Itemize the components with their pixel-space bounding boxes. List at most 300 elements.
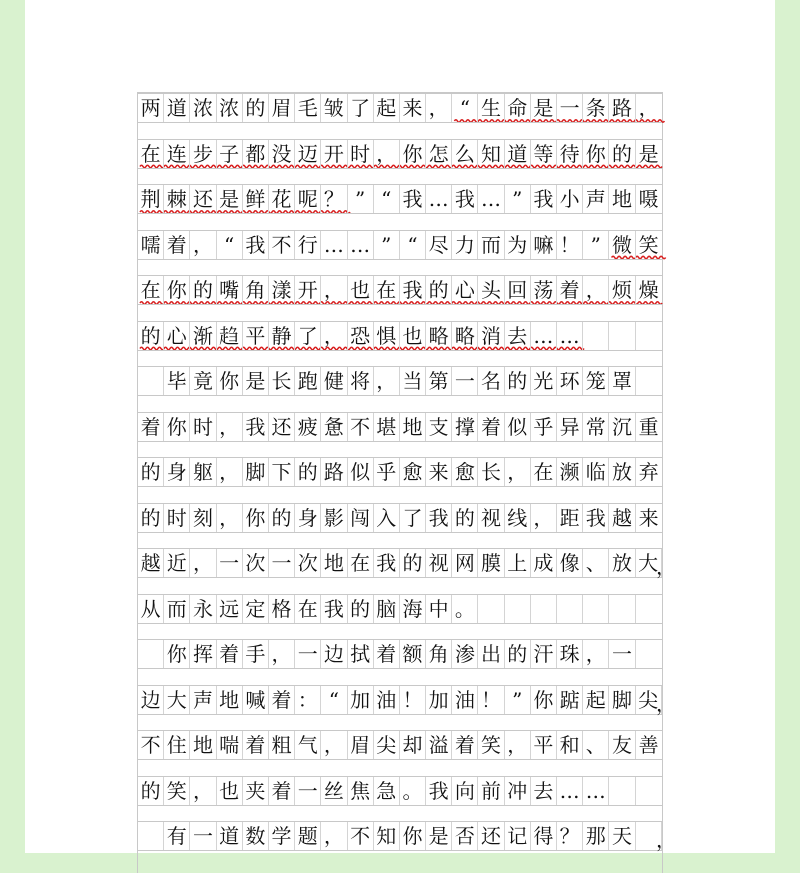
text-line [138,730,662,760]
grid-cell: 是 [426,822,452,850]
grid-cell: 撑 [452,413,478,441]
grid-cell: 乎 [374,458,400,486]
grid-cell: 你 [164,276,190,304]
grid-cell: 在 [374,276,400,304]
grid-cell: 条 [583,94,609,122]
grid-cell: 是 [217,185,243,213]
text-line [138,776,662,806]
grid-cell: 定 [243,595,269,623]
grid-cell: 而 [478,231,504,259]
grid-cell: 你 [243,504,269,532]
grid-cell: ， [583,640,609,668]
grid-cell: ？ [321,185,347,213]
grid-cell: 冲 [505,777,531,805]
grid-cell: 一 [217,549,243,577]
grid-cell: 像 [557,549,583,577]
grid-cell: 是 [531,94,557,122]
grid-cell: 步 [190,140,216,168]
grid-cell [609,595,635,623]
text-line [138,184,662,214]
grid-cell: 急 [374,777,400,805]
grid-cell: ， [374,140,400,168]
grid-cell: 的 [243,94,269,122]
grid-cell: 尽 [426,231,452,259]
grid-cell: 一 [609,640,635,668]
grid-cell [557,595,583,623]
text-line [138,275,662,305]
grid-cell: 我 [400,185,426,213]
grid-cell: 脚 [243,458,269,486]
grid-cell: 友 [609,731,635,759]
grid-cell: 嘴 [217,276,243,304]
grid-cell: 着 [452,731,478,759]
grid-cell: 着 [164,231,190,259]
grid-cell [636,595,662,623]
grid-cell: 住 [164,731,190,759]
grid-cell: 笑 [478,731,504,759]
grid-cell [138,640,164,668]
grid-cell: 烦 [609,276,635,304]
grid-cell: 了 [295,322,321,350]
grid-cell: ！ [557,231,583,259]
grid-cell: 消 [478,322,504,350]
grid-cell: 知 [374,822,400,850]
grid-cell: ！ [400,686,426,714]
grid-cell: 连 [164,140,190,168]
grid-cell: ” [505,185,531,213]
grid-cell: 是 [638,141,659,166]
grid-cell: 是 [243,367,269,395]
grid-cell: 却 [400,731,426,759]
grid-cell: ” [374,231,400,259]
grid-cell: 加 [348,686,374,714]
grid-cell: 道 [505,140,531,168]
grid-cell: 你 [164,640,190,668]
grid-cell: 的 [138,458,164,486]
grid-cell: 膜 [478,549,504,577]
grid-cell: 来 [638,505,659,530]
text-line [138,139,662,169]
grid-cell: 嚅 [138,231,164,259]
grid-cell: “ [321,686,347,714]
grid-cell: 了 [400,504,426,532]
text-line [138,412,662,442]
grid-cell: 。 [452,595,478,623]
grid-cell: 路 [609,94,635,122]
grid-cell: 你 [531,686,557,714]
grid-cell: 路 [321,458,347,486]
grid-cell: 起 [583,686,609,714]
grid-cell: 闯 [348,504,374,532]
grid-cell: 入 [374,504,400,532]
grid-cell: 我 [531,185,557,213]
grid-cell: 的 [138,322,164,350]
grid-cell: 待 [557,140,583,168]
grid-cell: 弃 [638,460,659,484]
grid-cell: 汗 [531,640,557,668]
grid-cell: 当 [400,367,426,395]
grid-cell: 和 [557,731,583,759]
grid-cell: ？ [557,822,583,850]
grid-cell: 将 [348,367,374,395]
grid-cell: 的 [190,276,216,304]
grid-cell: ” [583,231,609,259]
grid-cell: 边 [138,686,164,714]
grid-cell: 鲜 [243,185,269,213]
grid-cell: 道 [217,822,243,850]
grid-cell: 得 [531,822,557,850]
grid-cell: 的 [269,504,295,532]
grid-cell: 地 [400,413,426,441]
grid-cell: 一 [295,640,321,668]
margin-punctuation: ， [656,828,676,852]
grid-cell: ， [321,731,347,759]
grid-cell: 也 [217,777,243,805]
grid-cell [138,367,164,395]
grid-cell: 一 [452,367,478,395]
grid-cell: 、 [583,549,609,577]
grid-cell: 力 [452,231,478,259]
grid-cell: 还 [190,185,216,213]
grid-cell: ， [217,504,243,532]
grid-cell: 平 [243,322,269,350]
grid-cell: ” [348,185,374,213]
grid-cell: ， [321,822,347,850]
grid-cell: 大 [164,686,190,714]
grid-cell: 远 [217,595,243,623]
text-line [138,685,676,716]
grid-cell: 着 [269,777,295,805]
grid-cell: 在 [531,458,557,486]
grid-cell: 惧 [374,322,400,350]
grid-cell: 眉 [348,731,374,759]
grid-cell: 着 [138,413,164,441]
grid-cell: 惫 [321,413,347,441]
grid-cell: ， [190,549,216,577]
grid-cell: “ [400,231,426,259]
grid-cell: 堪 [374,413,400,441]
grid-cell: 次 [295,549,321,577]
grid-cell: 额 [400,640,426,668]
grid-cell: 生 [478,94,504,122]
grid-cell: 天 [609,822,635,850]
grid-cell: 名 [478,367,504,395]
grid-cell: 放 [609,549,635,577]
grid-cell: 边 [321,640,347,668]
grid-cell [636,322,662,350]
grid-cell: 着 [557,276,583,304]
grid-cell: ， [638,96,659,120]
grid-cell: 的 [505,640,531,668]
grid-cell: 角 [243,276,269,304]
grid-cell: 我 [321,595,347,623]
grid-cell: 身 [164,458,190,486]
grid-cell: ， [190,777,216,805]
grid-cell: ， [269,640,295,668]
grid-cell: 气 [295,731,321,759]
grid-cell [531,595,557,623]
grid-cell: 毕 [164,367,190,395]
grid-cell: 小 [557,185,583,213]
grid-cell: 着 [243,731,269,759]
grid-cell: ， [321,322,347,350]
grid-cell: 静 [269,322,295,350]
grid-cell: 等 [531,140,557,168]
grid-cell: 健 [321,367,347,395]
grid-cell: 着 [478,413,504,441]
grid-cell: 格 [269,595,295,623]
grid-cell: 我 [243,231,269,259]
grid-cell: 着 [269,686,295,714]
grid-cell [609,322,635,350]
grid-cell: 地 [609,185,635,213]
grid-cell: 平 [531,731,557,759]
grid-cell: 着 [374,640,400,668]
grid-cell: 疲 [295,413,321,441]
grid-cell: 着 [217,640,243,668]
grid-cell: 地 [190,731,216,759]
grid-cell: 拭 [348,640,374,668]
grid-cell: 不 [269,231,295,259]
grid-cell: 否 [452,822,478,850]
grid-cell: 愈 [400,458,426,486]
grid-cell: … [583,777,609,805]
grid-cell: 的 [138,504,164,532]
text-line [138,93,662,123]
grid-cell: 出 [478,640,504,668]
grid-cell [138,822,164,850]
grid-cell: … [557,777,583,805]
grid-cell: 行 [295,231,321,259]
grid-cell: 我 [452,185,478,213]
grid-cell: 一 [295,777,321,805]
grid-cell: 声 [583,185,609,213]
grid-cell: 我 [243,413,269,441]
grid-cell: 丝 [321,777,347,805]
grid-cell: 时 [164,504,190,532]
grid-cell: 在 [348,549,374,577]
grid-cell: 心 [452,276,478,304]
grid-cell: 命 [505,94,531,122]
grid-cell: 角 [426,640,452,668]
grid-cell: ， [426,94,452,122]
grid-cell: 地 [321,549,347,577]
grid-cell: 一 [269,549,295,577]
grid-cell: 你 [400,140,426,168]
grid-cell: 皱 [321,94,347,122]
grid-cell: 越 [138,549,164,577]
grid-cell [478,595,504,623]
grid-cell: 喊 [243,686,269,714]
grid-cell [505,595,531,623]
grid-cell: 声 [190,686,216,714]
grid-cell: 呢 [295,185,321,213]
grid-cell: 沉 [609,413,635,441]
text-line [138,321,662,351]
grid-cell: 喘 [217,731,243,759]
grid-cell: 溢 [426,731,452,759]
grid-cell: 罩 [609,367,635,395]
grid-cell: ， [531,504,557,532]
text-line [138,639,662,669]
grid-cell: 网 [452,549,478,577]
grid-cell [636,640,662,668]
grid-cell: 上 [505,549,531,577]
grid-cell: 次 [243,549,269,577]
grid-cell [636,367,662,395]
grid-cell: 视 [426,549,452,577]
grid-cell: … [426,185,452,213]
grid-cell: 来 [426,458,452,486]
grid-cell: 回 [505,276,531,304]
grid-cell: 躯 [190,458,216,486]
grid-cell [583,595,609,623]
grid-cell: 似 [505,413,531,441]
text-line [138,821,676,852]
grid-cell: 重 [638,414,659,439]
grid-cell: “ [217,231,243,259]
grid-cell: 燥 [638,278,659,302]
grid-cell: 粗 [269,731,295,759]
grid-cell: 尖 [636,686,662,714]
grid-cell: 常 [583,413,609,441]
grid-cell: 环 [557,367,583,395]
grid-cell: … [531,322,557,350]
grid-cell: ， [374,367,400,395]
grid-cell: 永 [190,595,216,623]
grid-cell: ” [505,686,531,714]
grid-cell: 数 [243,822,269,850]
grid-cell: 乎 [531,413,557,441]
grid-cell: 一 [557,94,583,122]
grid-cell: … [557,322,583,350]
grid-cell: 长 [269,367,295,395]
grid-cell: 那 [583,822,609,850]
grid-cell: ， [321,276,347,304]
grid-cell: 笑 [638,232,659,257]
grid-cell: 子 [217,140,243,168]
grid-cell: ： [295,686,321,714]
grid-cell: 趋 [217,322,243,350]
grid-cell: 线 [505,504,531,532]
margin-punctuation: ， [656,691,676,716]
grid-cell: 光 [531,367,557,395]
grid-cell: 在 [295,595,321,623]
grid-cell: 荆 [138,185,164,213]
grid-cell: 笑 [164,777,190,805]
grid-cell: ， [190,231,216,259]
grid-cell: 下 [269,458,295,486]
text-line [138,503,662,533]
grid-cell: 在 [138,276,164,304]
grid-cell: 头 [478,276,504,304]
grid-cell: “ [374,185,400,213]
grid-cell: 的 [138,777,164,805]
grid-cell: 不 [348,413,374,441]
grid-cell: 略 [452,322,478,350]
grid-cell: 漾 [269,276,295,304]
grid-cell: 道 [164,94,190,122]
grid-cell: 一 [190,822,216,850]
grid-cell: 海 [400,595,426,623]
grid-cell: 都 [243,140,269,168]
grid-cell: 跑 [295,367,321,395]
grid-cell: 临 [583,458,609,486]
grid-cell: 知 [478,140,504,168]
grid-cell: 越 [609,504,635,532]
grid-cell: 没 [269,140,295,168]
grid-cell: 踮 [557,686,583,714]
grid-cell: 愈 [452,458,478,486]
grid-cell: 你 [164,413,190,441]
grid-cell: 去 [505,322,531,350]
grid-cell: 放 [609,458,635,486]
text-line [138,366,662,396]
grid-cell: 我 [400,276,426,304]
grid-cell: 而 [164,595,190,623]
grid-cell: 记 [505,822,531,850]
text-line [138,594,662,624]
grid-cell: … [478,185,504,213]
grid-cell: 棘 [164,185,190,213]
grid-cell: ！ [478,686,504,714]
grid-cell: 恐 [348,322,374,350]
grid-cell: 的 [609,140,635,168]
grid-cell: 了 [348,94,374,122]
grid-cell: 从 [138,595,164,623]
grid-cell: ， [217,458,243,486]
grid-cell: 长 [478,458,504,486]
grid-cell: 也 [400,322,426,350]
grid-cell: ， [583,276,609,304]
grid-cell: 珠 [557,640,583,668]
grid-cell: 么 [452,140,478,168]
grid-cell: 开 [295,276,321,304]
grid-cell: 竟 [190,367,216,395]
grid-cell: 两 [138,94,164,122]
grid-cell: 焦 [348,777,374,805]
grid-cell: 向 [452,777,478,805]
grid-cell: 夹 [243,777,269,805]
grid-cell: 时 [190,413,216,441]
grid-cell: 我 [583,504,609,532]
grid-cell: 时 [348,140,374,168]
grid-cell: 刻 [190,504,216,532]
grid-cell: 近 [164,549,190,577]
grid-cell: 题 [295,822,321,850]
grid-cell: 视 [478,504,504,532]
grid-cell [583,322,609,350]
grid-cell: 加 [426,686,452,714]
grid-cell: 挥 [190,640,216,668]
grid-cell: 异 [557,413,583,441]
grid-cell: 尖 [374,731,400,759]
grid-cell: “ [452,94,478,122]
grid-cell [609,777,635,805]
grid-cell [636,777,662,805]
grid-cell: 脑 [374,595,400,623]
grid-cell: 油 [374,686,400,714]
grid-cell: 中 [426,595,452,623]
grid-cell: 支 [426,413,452,441]
grid-cell: 微 [609,231,635,259]
grid-cell: 嘛 [531,231,557,259]
grid-cell: ， [505,731,531,759]
grid-cell: 手 [243,640,269,668]
grid-cell: 不 [348,822,374,850]
grid-cell: 浓 [217,94,243,122]
grid-cell: 距 [557,504,583,532]
